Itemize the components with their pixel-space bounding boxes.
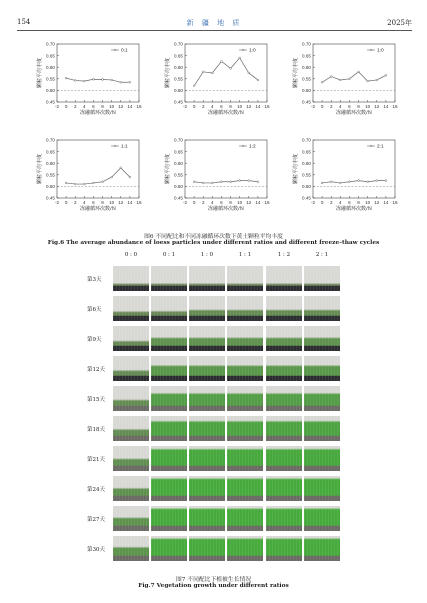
vegetation-photo xyxy=(304,536,340,561)
data-point xyxy=(257,181,259,183)
vegetation-photo xyxy=(113,506,149,531)
vegetation-photo xyxy=(304,326,340,351)
y-tick-label: 0.45 xyxy=(302,99,311,105)
vegetation-photo xyxy=(304,356,340,381)
y-tick-label: 0.70 xyxy=(302,41,311,47)
data-point xyxy=(221,61,223,63)
legend-marker xyxy=(370,145,372,147)
x-tick-label: 6 xyxy=(92,200,95,205)
vegetation-photo xyxy=(304,296,340,321)
x-tick-label: -2 xyxy=(310,104,316,109)
x-tick-label: 10 xyxy=(365,104,371,109)
vegetation-photo xyxy=(189,476,225,501)
x-tick-label: 2 xyxy=(201,200,205,205)
vegetation-photo xyxy=(227,326,263,351)
vegetation-photo xyxy=(304,506,340,531)
y-tick-label: 0.55 xyxy=(302,172,311,178)
vegetation-photo xyxy=(227,476,263,501)
x-tick-label: 8 xyxy=(101,104,104,109)
x-tick-label: 14 xyxy=(255,104,261,109)
data-point xyxy=(120,167,122,169)
x-tick-label: 2 xyxy=(73,104,77,109)
x-tick-label: 14 xyxy=(127,104,133,109)
vegetation-photo xyxy=(227,386,263,411)
vegetation-photo xyxy=(266,386,302,411)
y-tick-label: 0.60 xyxy=(174,64,183,70)
y-tick-label: 0.45 xyxy=(174,99,183,105)
x-tick-label: 14 xyxy=(383,200,389,205)
fig7-caption-en: Fig.7 Vegetation growth under different ratios xyxy=(138,583,289,589)
y-tick-label: 0.65 xyxy=(174,149,183,155)
vegetation-photo xyxy=(189,536,225,561)
y-tick-label: 0.55 xyxy=(174,172,183,178)
vegetation-photo xyxy=(189,356,225,381)
x-tick-label: 0 xyxy=(192,200,196,205)
legend-label: 2:1 xyxy=(377,144,384,150)
vegetation-photo xyxy=(151,476,187,501)
y-tick-label: 0.60 xyxy=(302,64,311,70)
x-tick-label: 12 xyxy=(246,200,252,205)
fig6-svg xyxy=(30,36,410,228)
x-axis-label: 冻融循环次数/N xyxy=(335,206,373,212)
x-tick-label: 6 xyxy=(348,104,351,109)
fig6-charts xyxy=(30,36,410,228)
vegetation-photo xyxy=(189,446,225,471)
data-point xyxy=(358,71,360,73)
data-point xyxy=(111,176,113,178)
y-tick-label: 0.60 xyxy=(174,160,183,166)
x-tick-label: 0 xyxy=(192,104,196,109)
data-point xyxy=(93,182,95,184)
data-point xyxy=(74,183,76,185)
y-tick-label: 0.55 xyxy=(46,172,55,178)
data-point xyxy=(230,67,232,69)
data-point xyxy=(211,72,213,74)
data-point xyxy=(358,180,360,182)
row-label: 第15天 xyxy=(87,397,105,403)
series-line xyxy=(66,168,130,184)
y-tick-label: 0.50 xyxy=(174,184,183,190)
vegetation-photo xyxy=(113,326,149,351)
y-tick-label: 0.60 xyxy=(46,64,55,70)
y-tick-label: 0.65 xyxy=(174,53,183,59)
row-label: 第24天 xyxy=(87,487,105,493)
y-tick-label: 0.50 xyxy=(174,88,183,94)
data-point xyxy=(330,76,332,78)
data-point xyxy=(321,81,323,83)
header-rule xyxy=(17,30,412,31)
vegetation-photo xyxy=(227,446,263,471)
data-point xyxy=(120,81,122,83)
data-point xyxy=(376,79,378,81)
y-tick-label: 0.45 xyxy=(302,195,311,201)
y-tick-label: 0.70 xyxy=(46,41,55,47)
y-tick-label: 0.50 xyxy=(302,184,311,190)
data-point xyxy=(230,181,232,183)
x-tick-label: 16 xyxy=(136,200,142,205)
page-header xyxy=(17,14,412,30)
vegetation-photo xyxy=(151,536,187,561)
y-tick-label: 0.45 xyxy=(46,99,55,105)
legend-marker xyxy=(242,49,244,51)
data-point xyxy=(385,180,387,182)
row-label: 第3天 xyxy=(87,277,102,283)
vegetation-photo xyxy=(151,296,187,321)
y-tick-label: 0.65 xyxy=(46,149,55,155)
y-tick-label: 0.60 xyxy=(302,160,311,166)
y-tick-label: 0.45 xyxy=(174,195,183,201)
x-tick-label: 16 xyxy=(392,200,398,205)
x-tick-label: 6 xyxy=(348,200,351,205)
y-tick-label: 0.55 xyxy=(174,76,183,82)
data-point xyxy=(74,80,76,82)
y-tick-label: 0.55 xyxy=(302,76,311,82)
x-tick-label: 14 xyxy=(255,200,261,205)
x-tick-label: 4 xyxy=(211,200,214,205)
data-point xyxy=(111,79,113,81)
y-axis-label: 颗粒平均丰度 xyxy=(37,57,43,89)
data-point xyxy=(211,182,213,184)
data-point xyxy=(193,181,195,183)
y-tick-label: 0.50 xyxy=(46,184,55,190)
x-tick-label: 2 xyxy=(329,104,333,109)
column-header: 2 : 1 xyxy=(315,252,329,258)
vegetation-photo xyxy=(266,536,302,561)
column-header: 0 : 0 xyxy=(124,252,138,258)
column-header: 1 : 2 xyxy=(277,252,291,258)
x-tick-label: 10 xyxy=(237,200,243,205)
y-tick-label: 0.50 xyxy=(46,88,55,94)
x-tick-label: 6 xyxy=(220,200,223,205)
data-point xyxy=(330,181,332,183)
y-axis-label: 颗粒平均丰度 xyxy=(37,153,43,185)
row-label: 第30天 xyxy=(87,547,105,553)
vegetation-photo xyxy=(113,536,149,561)
legend-marker xyxy=(114,49,116,51)
x-axis-label: 冻融循环次数/N xyxy=(79,206,117,212)
x-tick-label: 8 xyxy=(229,200,232,205)
row-label: 第21天 xyxy=(87,457,105,463)
chart-panel-1 xyxy=(164,42,270,116)
y-tick-label: 0.55 xyxy=(46,76,55,82)
x-tick-label: 8 xyxy=(357,104,360,109)
column-header: 0 : 1 xyxy=(162,252,176,258)
x-tick-label: 2 xyxy=(329,200,333,205)
data-point xyxy=(349,78,351,80)
chart-panel-4 xyxy=(164,138,270,212)
x-tick-label: 12 xyxy=(118,200,124,205)
x-tick-label: 4 xyxy=(211,104,214,109)
legend-marker xyxy=(370,49,372,51)
vegetation-photo xyxy=(151,386,187,411)
vegetation-photo xyxy=(151,266,187,291)
y-tick-label: 0.70 xyxy=(302,137,311,143)
vegetation-photo xyxy=(227,506,263,531)
x-axis-label: 冻融循环次数/N xyxy=(335,110,373,116)
row-label: 第27天 xyxy=(87,517,105,523)
y-tick-label: 0.70 xyxy=(174,137,183,143)
chart-panel-2 xyxy=(292,42,398,116)
data-point xyxy=(385,74,387,76)
legend-marker xyxy=(114,145,116,147)
data-point xyxy=(129,81,131,83)
vegetation-photo xyxy=(266,326,302,351)
x-tick-label: 2 xyxy=(73,200,77,205)
data-point xyxy=(93,78,95,80)
data-point xyxy=(102,79,104,81)
x-tick-label: 4 xyxy=(83,104,86,109)
x-tick-label: 16 xyxy=(264,200,270,205)
x-tick-label: -2 xyxy=(54,200,60,205)
x-tick-label: 12 xyxy=(374,104,380,109)
vegetation-photo xyxy=(227,356,263,381)
legend-label: 1:0 xyxy=(377,48,384,54)
row-label: 第6天 xyxy=(87,307,102,313)
data-point xyxy=(239,57,241,59)
x-tick-label: 8 xyxy=(357,200,360,205)
data-point xyxy=(339,79,341,81)
x-tick-label: 0 xyxy=(64,104,68,109)
vegetation-photo xyxy=(189,416,225,441)
vegetation-photo xyxy=(227,536,263,561)
legend-marker xyxy=(242,145,244,147)
vegetation-photo xyxy=(189,506,225,531)
vegetation-photo xyxy=(113,416,149,441)
data-point xyxy=(65,182,67,184)
data-point xyxy=(202,182,204,184)
vegetation-photo xyxy=(151,416,187,441)
data-point xyxy=(367,80,369,82)
x-tick-label: 8 xyxy=(101,200,104,205)
x-tick-label: 12 xyxy=(246,104,252,109)
journal-name: 新 疆 地 质 xyxy=(186,19,243,27)
y-tick-label: 0.65 xyxy=(302,53,311,59)
data-point xyxy=(349,181,351,183)
data-point xyxy=(248,72,250,74)
x-tick-label: 14 xyxy=(383,104,389,109)
legend-label: 1:1 xyxy=(121,144,128,150)
vegetation-photo xyxy=(304,386,340,411)
x-tick-label: 2 xyxy=(201,104,205,109)
x-tick-label: 8 xyxy=(229,104,232,109)
x-tick-label: 16 xyxy=(264,104,270,109)
data-point xyxy=(102,181,104,183)
y-axis-label: 颗粒平均丰度 xyxy=(165,153,171,185)
year: 2025年 xyxy=(387,19,412,27)
data-point xyxy=(193,85,195,87)
page-number: 154 xyxy=(17,18,31,26)
data-point xyxy=(129,176,131,178)
x-tick-label: 4 xyxy=(83,200,86,205)
vegetation-photo xyxy=(151,326,187,351)
x-tick-label: 4 xyxy=(339,200,342,205)
x-tick-label: -2 xyxy=(54,104,60,109)
x-tick-label: 6 xyxy=(92,104,95,109)
row-label: 第12天 xyxy=(87,367,105,373)
vegetation-photo xyxy=(113,386,149,411)
vegetation-photo xyxy=(189,296,225,321)
x-axis-label: 冻融循环次数/N xyxy=(207,206,245,212)
y-tick-label: 0.70 xyxy=(46,137,55,143)
x-tick-label: 10 xyxy=(237,104,243,109)
vegetation-photo xyxy=(266,356,302,381)
x-tick-label: 4 xyxy=(339,104,342,109)
y-tick-label: 0.70 xyxy=(174,41,183,47)
vegetation-photo xyxy=(304,416,340,441)
vegetation-photo xyxy=(113,266,149,291)
x-tick-label: 0 xyxy=(64,200,68,205)
x-tick-label: -2 xyxy=(182,200,188,205)
legend-label: 0:1 xyxy=(121,48,128,54)
x-tick-label: 0 xyxy=(320,200,324,205)
x-tick-label: 0 xyxy=(320,104,324,109)
data-point xyxy=(239,180,241,182)
vegetation-photo xyxy=(227,296,263,321)
data-point xyxy=(65,77,67,79)
data-point xyxy=(367,181,369,183)
vegetation-photo xyxy=(151,356,187,381)
vegetation-photo xyxy=(266,476,302,501)
y-axis-label: 颗粒平均丰度 xyxy=(165,57,171,89)
vegetation-photo xyxy=(266,506,302,531)
vegetation-photo xyxy=(189,386,225,411)
y-tick-label: 0.65 xyxy=(46,53,55,59)
column-header: 1 : 1 xyxy=(238,252,252,258)
vegetation-photo xyxy=(266,266,302,291)
vegetation-photo xyxy=(304,266,340,291)
vegetation-photo xyxy=(189,266,225,291)
x-tick-label: -2 xyxy=(182,104,188,109)
legend-label: 1:2 xyxy=(249,144,256,150)
vegetation-photo xyxy=(113,296,149,321)
legend-label: 1:0 xyxy=(249,48,256,54)
vegetation-photo xyxy=(304,446,340,471)
vegetation-photo xyxy=(227,266,263,291)
x-tick-label: 14 xyxy=(127,200,133,205)
data-point xyxy=(83,80,85,82)
fig7-caption-cn: 图7 不同配比下植被生长情况 xyxy=(175,577,252,583)
x-tick-label: 10 xyxy=(365,200,371,205)
vegetation-photo xyxy=(227,416,263,441)
x-axis-label: 冻融循环次数/N xyxy=(207,110,245,116)
fig6-caption-en: Fig.6 The average abundance of loess particles under different ratios and different freeze–thaw cycles xyxy=(47,240,380,246)
x-tick-label: 16 xyxy=(136,104,142,109)
vegetation-photo xyxy=(113,476,149,501)
vegetation-photo xyxy=(151,446,187,471)
vegetation-photo xyxy=(189,326,225,351)
y-tick-label: 0.50 xyxy=(302,88,311,94)
vegetation-photo xyxy=(113,446,149,471)
x-tick-label: 12 xyxy=(118,104,124,109)
vegetation-photo xyxy=(304,476,340,501)
data-point xyxy=(257,79,259,81)
x-tick-label: 16 xyxy=(392,104,398,109)
chart-panel-0 xyxy=(36,42,142,116)
data-point xyxy=(376,180,378,182)
vegetation-photo xyxy=(266,446,302,471)
y-tick-label: 0.60 xyxy=(46,160,55,166)
data-point xyxy=(221,181,223,183)
vegetation-photo xyxy=(151,506,187,531)
x-tick-label: 10 xyxy=(109,104,115,109)
chart-panel-3 xyxy=(36,138,142,212)
data-point xyxy=(321,182,323,184)
data-point xyxy=(83,183,85,185)
data-point xyxy=(339,182,341,184)
x-tick-label: 6 xyxy=(220,104,223,109)
y-axis-label: 颗粒平均丰度 xyxy=(293,153,299,185)
vegetation-photo xyxy=(266,296,302,321)
x-axis-label: 冻融循环次数/N xyxy=(79,110,117,116)
row-label: 第18天 xyxy=(87,427,105,433)
x-tick-label: 10 xyxy=(109,200,115,205)
fig6-caption-cn: 图6 不同配比和不同冻融循环次数下黄土颗粒平均丰度 xyxy=(144,234,283,240)
y-axis-label: 颗粒平均丰度 xyxy=(293,57,299,89)
chart-panel-5 xyxy=(292,138,398,212)
vegetation-photo xyxy=(266,416,302,441)
y-tick-label: 0.45 xyxy=(46,195,55,201)
x-tick-label: -2 xyxy=(310,200,316,205)
x-tick-label: 12 xyxy=(374,200,380,205)
vegetation-photo xyxy=(113,356,149,381)
data-point xyxy=(202,71,204,73)
y-tick-label: 0.65 xyxy=(302,149,311,155)
row-label: 第9天 xyxy=(87,337,102,343)
data-point xyxy=(248,180,250,182)
column-header: 1 : 0 xyxy=(200,252,214,258)
